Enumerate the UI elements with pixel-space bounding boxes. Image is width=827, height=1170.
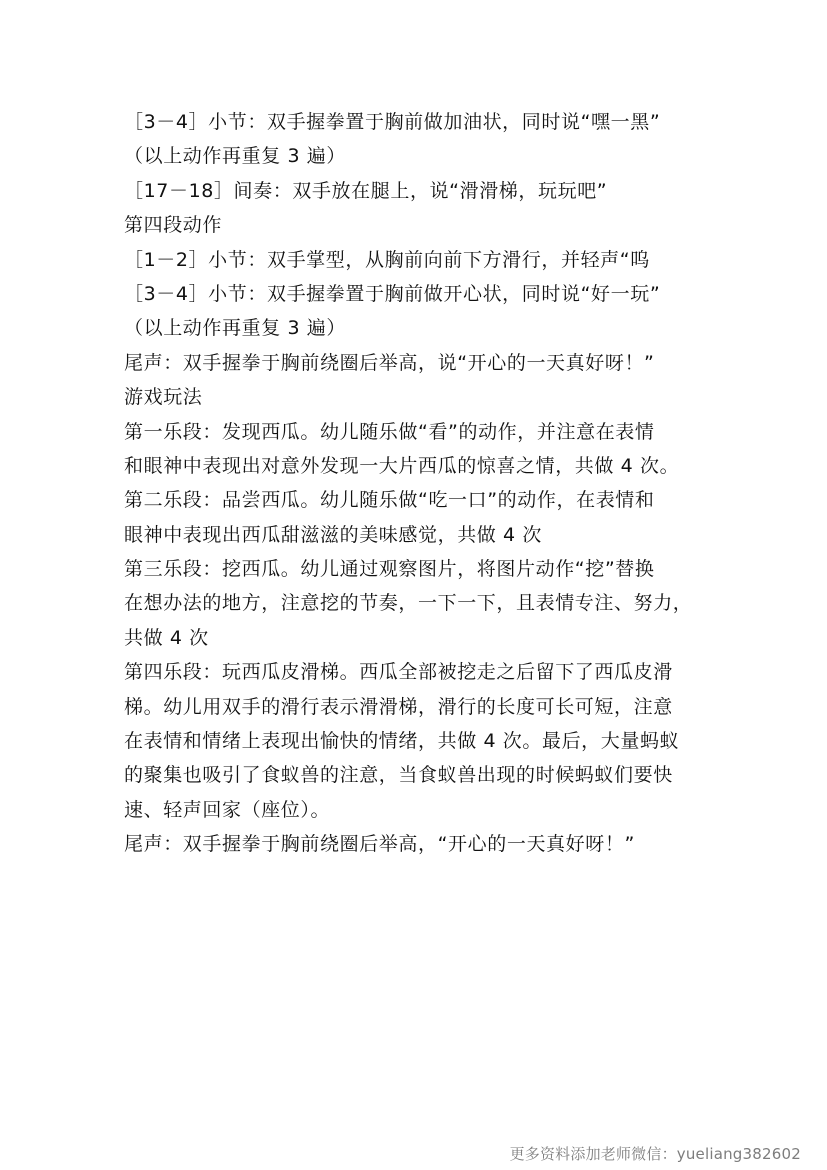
section-heading: 第四段动作 xyxy=(124,214,223,237)
text-line-2: （以上动作再重复 3 遍） xyxy=(124,145,346,168)
text-line-6: ［3－4］小节：双手握拳置于胸前做开心状，同时说“好一玩” xyxy=(124,282,661,305)
text-line-8: 尾声：双手握拳于胸前绕圈后举高，说“开心的一天真好呀！” xyxy=(124,351,655,374)
text-line-14: 第三乐段：挖西瓜。幼儿通过观察图片，将图片动作“挖”替换 xyxy=(124,558,655,581)
text-line-15: 在想办法的地方，注意挖的节奏，一下一下，且表情专注、努力， xyxy=(124,592,693,615)
document-body xyxy=(124,105,709,862)
text-line-12: 第二乐段：品尝西瓜。幼儿随乐做“吃一口”的动作，在表情和 xyxy=(124,489,655,512)
text-line-16: 共做 4 次 xyxy=(124,626,209,649)
text-line-11: 和眼神中表现出对意外发现一大片西瓜的惊喜之情，共做 4 次。 xyxy=(124,454,680,477)
text-line-19: 在表情和情绪上表现出愉快的情绪，共做 4 次。最后，大量蚂蚁 xyxy=(124,730,680,753)
text-line-17: 第四乐段：玩西瓜皮滑梯。西瓜全部被挖走之后留下了西瓜皮滑 xyxy=(124,661,673,684)
text-line-20: 的聚集也吸引了食蚁兽的注意，当食蚁兽出现的时候蚂蚁们要快 xyxy=(124,764,673,787)
text-line-5: ［1－2］小节：双手掌型，从胸前向前下方滑行，并轻声“呜 xyxy=(124,248,650,271)
text-line-13: 眼神中表现出西瓜甜滋滋的美味感觉，共做 4 次 xyxy=(124,523,542,546)
text-line-10: 第一乐段：发现西瓜。幼儿随乐做“看”的动作，并注意在表情 xyxy=(124,420,655,443)
section-heading-gameplay: 游戏玩法 xyxy=(124,386,203,409)
text-line-1: ［3－4］小节：双手握拳置于胸前做加油状，同时说“嘿一黑” xyxy=(124,111,661,133)
text-line-18: 梯。幼儿用双手的滑行表示滑滑梯，滑行的长度可长可短，注意 xyxy=(124,695,673,718)
text-line-21: 速、轻声回家（座位）。 xyxy=(124,798,331,821)
footer-watermark: 更多资料添加老师微信：yueliang382602 xyxy=(509,1145,801,1163)
text-line-22: 尾声：双手握拳于胸前绕圈后举高，“开心的一天真好呀！” xyxy=(124,833,635,856)
text-line-3: ［17－18］间奏：双手放在腿上，说“滑滑梯，玩玩吧” xyxy=(124,179,608,202)
text-line-7: （以上动作再重复 3 遍） xyxy=(124,317,346,340)
